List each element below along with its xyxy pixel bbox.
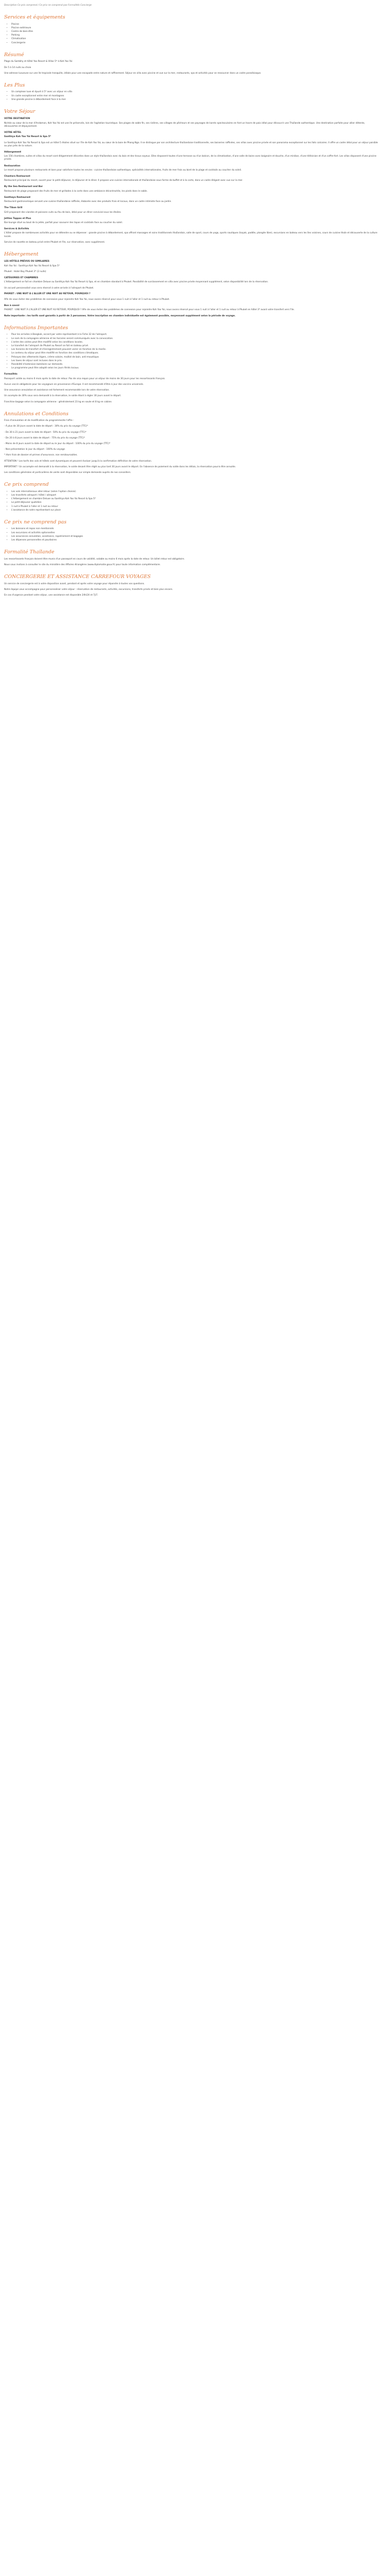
inclus-item: • Les vols internationaux aller-retour (selon l'option choisie) — [11, 490, 379, 494]
sante-text: Aucun vaccin obligatoire pour les voyageurs en provenance d'Europe. Il est recommandé d'être à jour des vaccins universels. — [4, 383, 144, 386]
info-item: • Prévoyez des vêtements légers, crème solaire, maillot de bain, anti-moustique. — [11, 356, 379, 359]
plus-item: • Un cadre exceptionnel entre mer et montagnes — [11, 95, 379, 98]
service-item: • Piscine extérieure — [11, 27, 379, 30]
exclus-item: • Les assurances annulation, assistance, rapatriement et bagages — [11, 535, 379, 538]
concierge-p3: En cas d'urgence pendant votre séjour, une assistance est disponible 24h/24 et 7j/7. — [4, 594, 99, 597]
bon-a-savoir-text: PHUKET : UNE NUIT À L'ALLER ET UNE NUIT AU RETOUR, POURQUOI ? Afin de vous éviter des problèmes de connexion pour rejoindre Koh Yao Yai, nous avons réservé pour vous 1 nuit à l'aller et 1 nuit au retour à Phuket en hôtel 3* avant votre transfert vers l'île. — [4, 309, 295, 312]
resume-p3: Une adresse luxueuse sur une île tropicale tranquille, idéale pour une escapade entre nature et raffinement. Séjour en villa avec piscine et vue sur la mer, restaurants, spa et activités pour se ressourcer dans un cadre paradisiaque. — [4, 72, 262, 75]
info-item: • Possibilité d'extension balnéaire sur demande. — [11, 363, 379, 366]
categories-heading: CATÉGORIES ET CHAMBRES — [4, 277, 38, 280]
paiement-text: Un acompte de 30% vous sera demandé à la réservation, le solde étant à régler 30 jours avant le départ. — [4, 395, 122, 398]
destination-text: Nichée au cœur de la mer d'Andaman, Koh Yao Yai est une île préservée, loin de l'agitation touristique. Ses plages de sable fin, ses rizières, ses villages de pêcheurs et ses paysages de karsts spectaculaires en font un havre de paix idéal pour découvrir une Thaïlande authentique. Une destination parfaite pour allier détente, découvertes et dépaysement. — [4, 122, 365, 128]
formalites-text: Les ressortissants français doivent être munis d'un passeport en cours de validité, valable au moins 6 mois après la date de retour. Un billet retour est obligatoire. — [4, 557, 185, 561]
annulation-item: - Non-présentation le jour du départ : 100% du voyage — [4, 448, 65, 451]
inclus-item: • 1 nuit à Phuket à l'aller et 1 nuit au retour — [11, 505, 379, 509]
logement-heading: Hébergement — [4, 150, 22, 154]
info-item: • Le contenu du séjour peut être modifié en fonction des conditions climatiques. — [11, 352, 379, 355]
exclus-list — [4, 528, 379, 542]
inclus-title: Ce prix comprend — [4, 482, 49, 488]
service-item: • Conciergerie — [11, 42, 379, 45]
phuket-option-heading: PHUKET : UNE NUIT À L'ALLER ET UNE NUIT AU RETOUR, POURQUOI ? — [4, 292, 91, 295]
formalites-info-heading: Formalités — [4, 373, 18, 376]
services-activites-heading: Services & Activités — [4, 228, 29, 231]
restauration-heading: Restauration — [4, 164, 21, 167]
sejour-title: Votre Séjour — [4, 109, 36, 115]
services-activites-text: L'hôtel propose de nombreuses activités pour se détendre ou se dépenser : grande piscine à débordement, spa offrant massages et soins traditionnels thaïlandais, salle de sport, cours de yoga, sports nautiques (kayak, paddle, plongée libre), excursions en bateau vers les îles voisines, cours de cuisine thaïe et découverte de la culture locale. — [4, 232, 378, 238]
formalites-title: Formalité Thaïlande — [4, 549, 55, 555]
bon-a-savoir-heading: Bon à savoir — [4, 304, 20, 308]
restaurant-1-text: Restaurant principal du resort, ouvert pour le petit-déjeuner, le déjeuner et le dîner. Il propose une cuisine internationale et thaïlandaise sous forme de buffet et à la carte, dans un cadre élégant avec vue sur la mer. — [4, 179, 243, 182]
info-item: • L'ordre des visites peut être modifié selon les conditions locales. — [11, 341, 379, 344]
annulation-item: - De 20 à 8 jours avant la date de départ : 75% du prix du voyage (TTC)* — [4, 436, 85, 439]
info-item: • Le transfert de l'aéroport de Phuket au Resort se fait en bateau privé. — [11, 345, 379, 348]
exclus-item: • Les dépenses personnelles et pourboires — [11, 539, 379, 542]
annulation-title: Annulations et Conditions — [4, 411, 69, 417]
restaurant-2-name: By the Sea Restaurant and Bar — [4, 185, 43, 189]
hebergement-line-2: Phuket : Hotel Bay Phuket 3* (2 nuits) — [4, 270, 46, 273]
destination-heading: VOTRE DESTINATION — [4, 117, 30, 121]
inclus-item: • L'assistance de notre représentant sur place — [11, 509, 379, 512]
phuket-option-text: Afin de vous éviter des problèmes de connexion pour rejoindre Koh Yao Yai, nous avons réservé pour vous 1 nuit à l'aller et 1 nuit au retour à Phuket. — [4, 298, 170, 301]
exclus-item: • Les excursions et activités optionnelles — [11, 532, 379, 535]
info-item: • Les taxes de séjour sont incluses dans le prix. — [11, 360, 379, 363]
formalites-text-2: Nous vous invitons à consulter le site du ministère des Affaires étrangères (www.diplomatie.gouv.fr) pour toute information complémentaire. — [4, 563, 161, 566]
service-item: • Centre de bien-être — [11, 30, 379, 33]
concierge-title: CONCIERGERIE ET ASSISTANCE CARREFOUR VOYAGES — [4, 574, 151, 580]
categories-text-2: Un accueil personnalisé vous sera réservé à votre arrivée à l'aéroport de Phuket. — [4, 286, 94, 290]
info-item: • Les horaires de transfert et d'enregistrement peuvent varier en fonction de la marée. — [11, 348, 379, 351]
hebergement-subtitle: LES HÔTELS PRÉVUS OU SIMILAIRES — [4, 260, 50, 263]
top-note: Description Ce prix comprend / Ce prix ne comprend pas Formalités Concierge — [4, 4, 92, 7]
info-item: • Le nom de la compagnie aérienne et les horaires seront communiqués avec la convocation. — [11, 337, 379, 341]
hotel-text: Le Santhiya Koh Yao Yai Resort & Spa est un hôtel 5 étoiles situé sur l'île de Koh Yao Yai, au cœur de la baie de Phang Nga. Il se distingue par son architecture thaïlandaise traditionnelle, ses boiseries raffinées, ses villas avec piscine privée et son panorama exceptionnel sur les îlots calcaires. Il offre un cadre idéal pour un séjour paisible au plus près de la nature. — [4, 141, 378, 147]
info-item: • Le programme peut être adapté selon les jours fériés locaux. — [11, 367, 379, 370]
restaurant-3-name: Santhaya Restaurant — [4, 196, 31, 199]
annulation-p3: Les conditions générales et particulières de vente sont disponibles sur simple demande auprès de nos conseillers. — [4, 471, 132, 474]
service-item: • Parking — [11, 34, 379, 37]
infos-list — [4, 333, 379, 370]
services-title: Services et équipements — [4, 14, 66, 21]
hotel-heading: VOTRE HÔTEL — [4, 131, 22, 134]
infos-title: Informations Importantes — [4, 325, 68, 331]
annulation-note: * Hors frais de dossier et primes d'assurance, non remboursables. — [4, 454, 78, 457]
note-importante: Note importante : les tarifs sont garantis à partir de 2 personnes. Votre inscription en chambre individuelle est également possible, moyennant supplément selon la période de voyage. — [4, 314, 236, 317]
annulation-item: - Moins de 8 jours avant la date de départ ou le jour du départ : 100% du prix du voyage (TTC)* — [4, 443, 110, 446]
restaurant-2-text: Restaurant de plage proposant des fruits de mer et grillades à la carte dans une ambiance décontractée, les pieds dans le sable. — [4, 190, 148, 193]
transport-text: Service de navette en bateau privé entre Phuket et l'île, sur réservation, avec supplément. — [4, 241, 105, 244]
services-list — [4, 23, 379, 45]
annulation-item: - De 30 à 21 jours avant la date de départ : 50% du prix du voyage (TTC)* — [4, 431, 87, 434]
resume-title: Résumé — [4, 52, 24, 58]
plus-list — [4, 91, 379, 101]
info-item: • Pour les arrivées à Bangkok, accord par votre représentant à la Fiche 32 de l'aéroport. — [11, 333, 379, 336]
restaurant-5-name: Jetties Tappas et Plus — [4, 217, 31, 220]
hebergement-line-1: Koh Yao Yai : Santhiya Koh Yao Yai Resort & Spa 5* — [4, 264, 60, 267]
resume-p1: Plage du Sambhy et hôtel Yao Resort & Villas 5* à Koh Yao Yai — [4, 60, 73, 63]
inclus-item: • L'hébergement en chambre Deluxe au Santhiya Koh Yao Yai Resort & Spa 5* — [11, 498, 379, 501]
exclus-item: • Les boissons et repas non mentionnés — [11, 528, 379, 531]
concierge-p2: Notre équipe vous accompagne pour personnaliser votre séjour : réservation de restaurants, activités, excursions, transferts privés et bien plus encore. — [4, 588, 173, 591]
restaurant-4-text: Grill proposant des viandes et poissons cuits au feu de bois, idéal pour un dîner convivial sous les étoiles. — [4, 211, 122, 214]
page — [0, 0, 383, 606]
restaurant-4-name: The Tiban Grill — [4, 207, 23, 210]
hotel-name: Santhiya Koh Yao Yai Resort & Spa 5* — [4, 135, 51, 139]
resume-p2: De 5 à 14 nuits au choix — [4, 66, 31, 69]
restaurant-5-text: Bar-lounge situé au bout de la jetée, parfait pour savourer des tapas et cocktails face au coucher du soleil. — [4, 222, 123, 224]
annulation-intro: Frais d'annulation et de modification du programme/de l'offre : — [4, 419, 74, 422]
restaurant-3-text: Restaurant gastronomique servant une cuisine thaïlandaise raffinée, élaborée avec des produits frais et locaux, dans un cadre intimiste face au jardin. — [4, 200, 172, 204]
restauration-text: Le resort propose plusieurs restaurants et bars pour satisfaire toutes les envies : cuisine thaïlandaise authentique, spécialités internationales, fruits de mer frais au bord de la plage et cocktails au coucher du soleil. — [4, 168, 242, 172]
formalites-info-text: Passeport valide au moins 6 mois après la date de retour. Pas de visa requis pour un séjour de moins de 30 jours pour les ressortissants français. — [4, 377, 166, 380]
inclus-list — [4, 490, 379, 512]
hebergement-title: Hébergement — [4, 251, 39, 258]
bagages-text: Franchise bagage selon la compagnie aérienne : généralement 23 kg en soute et 8 kg en cabine. — [4, 400, 112, 403]
service-item: • Piscine — [11, 23, 379, 26]
annulation-p1: ATTENTION ! Les tarifs des vols et hôtels sont dynamiques et peuvent évoluer jusqu'à la confirmation définitive de votre réservation. — [4, 460, 152, 463]
service-item: • Climatisation — [11, 38, 379, 41]
restaurant-1-name: Chantara Restaurant — [4, 175, 30, 178]
categories-text: L'hébergement se fait en chambre Deluxe au Santhiya Koh Yao Yai Resort & Spa, et en chambre standard à Phuket. Possibilité de surclassement en villa avec piscine privée moyennant supplément, selon disponibilité lors de la réservation. — [4, 281, 269, 284]
logement-text: Les 156 chambres, suites et villas du resort sont élégamment décorées dans un style thaïlandais avec du bois et des tissus soyeux. Elles disposent toutes d'une terrasse ou d'un balcon, de la climatisation, d'une salle de bains avec baignoire et douche, d'un minibar, d'une télévision et d'un coffre-fort. Les villas disposent d'une piscine privée. — [4, 155, 377, 161]
annulation-p2: IMPORTANT ! Un accompte est demandé à la réservation, le solde devant être réglé au plus tard 30 jours avant le départ. En l'absence de paiement du solde dans les délais, la réservation pourra être annulée. — [4, 465, 236, 468]
concierge-p1: Un service de conciergerie est à votre disposition avant, pendant et après votre voyage pour répondre à toutes vos questions. — [4, 582, 145, 585]
exclus-title: Ce prix ne comprend pas — [4, 519, 67, 526]
annulation-item: - À plus de 30 jours avant la date de départ : 30% du prix du voyage (TTC)* — [4, 425, 88, 428]
inclus-item: • Le petit-déjeuner quotidien — [11, 501, 379, 504]
plus-item: • Un complexe luxe et épuré à 5* avec un séjour en villa — [11, 91, 379, 94]
plus-item: • Une grande piscine à débordement face à la mer — [11, 98, 379, 101]
inclus-item: • Les transferts aéroport / hôtel / aéroport — [11, 494, 379, 497]
assurance-text: Une assurance annulation et assistance est fortement recommandée lors de votre réservation. — [4, 389, 110, 392]
plus-title: Les Plus — [4, 82, 25, 88]
